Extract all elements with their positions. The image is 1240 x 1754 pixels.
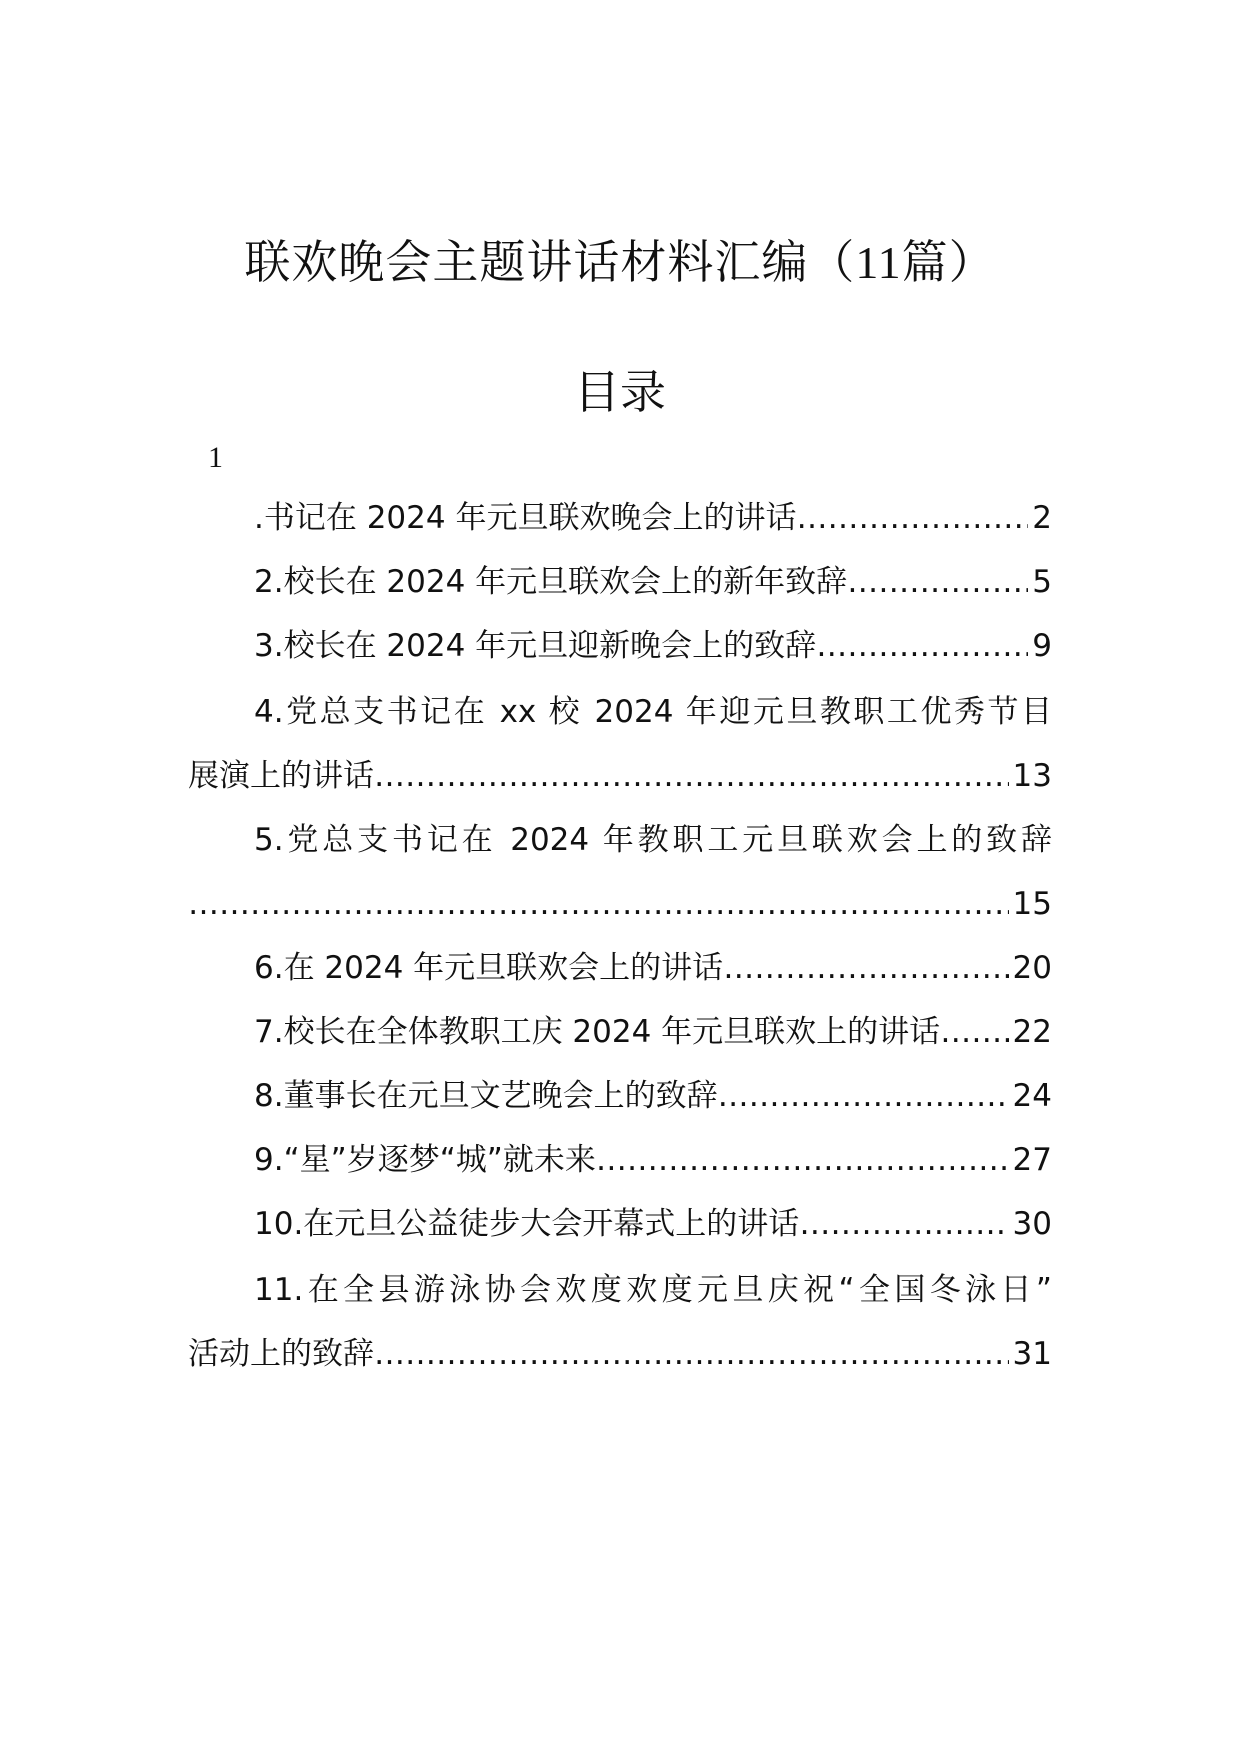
document-title-suffix: 篇） [901, 235, 996, 289]
toc-entry-title-continued: 展演上的讲话 [188, 758, 374, 794]
toc-entry-title-continued: 活动上的致辞 [188, 1336, 374, 1372]
toc-entry-title: 3.校长在 2024 年元旦迎新晚会上的致辞 [254, 628, 817, 664]
toc-entry-title: 2.校长在 2024 年元旦联欢会上的新年致辞 [254, 564, 848, 600]
toc-entry-title: 11.在全县游泳协会欢度欢度元旦庆祝“全国冬泳日” [254, 1272, 1052, 1308]
document-title-text: 联欢晚会主题讲话材料汇编（ [244, 235, 856, 289]
toc-entry-title: 6.在 2024 年元旦联欢会上的讲话 [254, 950, 724, 986]
toc-entry-4-line-2[interactable] [188, 754, 1052, 798]
toc-dot-leader [796, 496, 1028, 540]
toc-entry-4-line-1[interactable] [188, 690, 1052, 734]
toc-dot-leader [816, 624, 1028, 668]
toc-entry-title: 10.在元旦公益徒步大会开幕式上的讲话 [254, 1206, 800, 1242]
toc-dot-leader [374, 1332, 1009, 1376]
toc-entry-page: 5 [1032, 564, 1052, 600]
toc-dot-leader [596, 1138, 1009, 1182]
toc-entry-page: 31 [1012, 1336, 1052, 1372]
toc-entry-title: 4.党总支书记在 xx 校 2024 年迎元旦教职工优秀节目 [254, 694, 1052, 730]
toc-dot-leader [718, 1074, 1009, 1118]
toc-entry-6[interactable] [188, 946, 1052, 990]
toc-entry-title: .书记在 2024 年元旦联欢晚会上的讲话 [254, 500, 797, 536]
toc-dot-leader [188, 882, 1009, 926]
toc-entry-page: 24 [1012, 1078, 1052, 1114]
toc-entry-page: 30 [1012, 1206, 1052, 1242]
toc-dot-leader [940, 1010, 1008, 1054]
toc-entry-10[interactable] [188, 1202, 1052, 1246]
toc-entry-page: 22 [1012, 1014, 1052, 1050]
toc-entry-title: 7.校长在全体教职工庆 2024 年元旦联欢上的讲话 [254, 1014, 941, 1050]
toc-entry-page: 20 [1012, 950, 1052, 986]
toc-entry-9[interactable] [188, 1138, 1052, 1182]
toc-entry-page: 27 [1012, 1142, 1052, 1178]
toc-entry-title: 9.“星”岁逐梦“城”就未来 [254, 1142, 596, 1178]
toc-entry-7[interactable] [188, 1010, 1052, 1054]
toc-entry-5-line-2[interactable] [188, 882, 1052, 926]
toc-entry-11-line-1[interactable] [188, 1268, 1052, 1312]
toc-entry-title: 8.董事长在元旦文艺晚会上的致辞 [254, 1078, 718, 1114]
stray-page-number: 1 [208, 441, 223, 474]
toc-entry-title: 5.党总支书记在 2024 年教职工元旦联欢会上的致辞 [254, 822, 1052, 858]
toc-entry-page: 13 [1012, 758, 1052, 794]
toc-entry-1[interactable] [188, 496, 1052, 540]
toc-entry-2[interactable] [188, 560, 1052, 604]
toc-dot-leader [374, 754, 1009, 798]
toc-entry-3[interactable] [188, 624, 1052, 668]
document-title-count: 11 [855, 237, 902, 288]
toc-entry-5-line-1[interactable] [188, 818, 1052, 862]
toc-entry-11-line-2[interactable] [188, 1332, 1052, 1376]
toc-dot-leader [723, 946, 1008, 990]
document-title [0, 232, 1240, 293]
toc-heading: 目录 [574, 365, 666, 419]
toc-dot-leader [799, 1202, 1008, 1246]
toc-entry-8[interactable] [188, 1074, 1052, 1118]
toc-entry-page: 9 [1032, 628, 1052, 664]
toc-entry-page: 15 [1012, 886, 1052, 922]
toc-dot-leader [847, 560, 1028, 604]
toc-entry-page: 2 [1032, 500, 1052, 536]
